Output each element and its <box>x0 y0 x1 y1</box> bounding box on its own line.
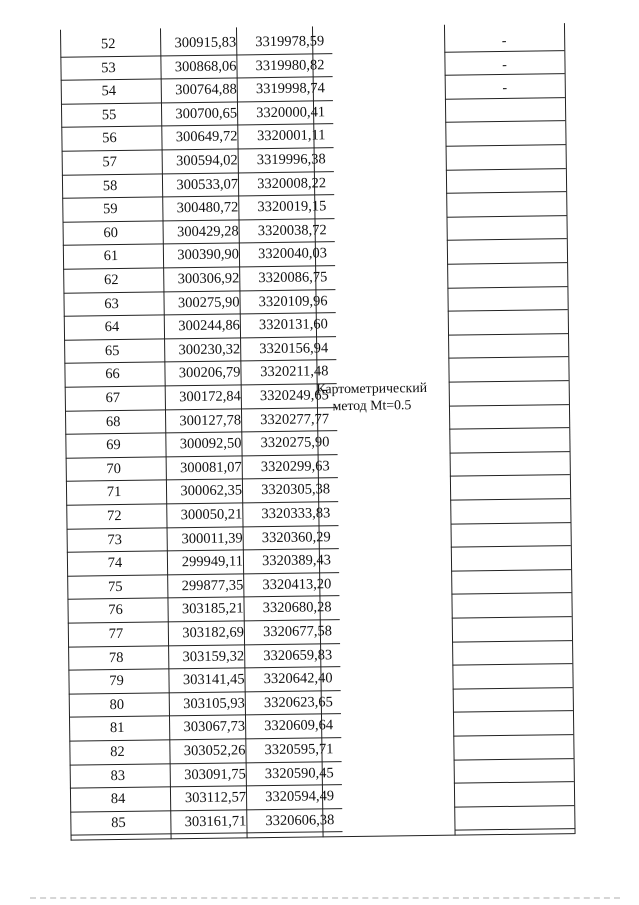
x-coordinate-cell: 300011,39 <box>181 529 243 547</box>
mark-cell <box>451 570 571 595</box>
table-row <box>62 148 334 175</box>
y-coordinate-cell: 3320590,45 <box>264 764 334 782</box>
mark-cell <box>453 711 573 736</box>
y-coordinate-cell: 3320659,83 <box>263 646 333 664</box>
table-row <box>64 337 336 364</box>
x-coordinate-cell: 300172,84 <box>179 388 241 406</box>
y-coordinate-cell: 3320595,71 <box>264 741 334 759</box>
x-coordinate-cell: 300533,07 <box>176 176 239 193</box>
mark-cell <box>444 51 564 76</box>
x-coordinate-cell: 303161,71 <box>184 813 247 830</box>
point-number-cell: 74 <box>107 555 123 572</box>
x-coordinate-cell: 300390,90 <box>177 246 240 264</box>
point-number-cell: 77 <box>108 625 124 643</box>
coordinates-table <box>40 23 551 841</box>
table-row <box>70 762 342 789</box>
mark-cell <box>446 192 566 217</box>
x-coordinate-cell: 300480,72 <box>176 199 239 217</box>
x-coordinate-cell: 303067,73 <box>183 718 246 736</box>
table-row <box>61 77 333 104</box>
point-number-cell: 68 <box>105 413 121 430</box>
y-coordinate-cell: 3320008,22 <box>257 174 327 192</box>
table-row <box>63 243 335 270</box>
y-coordinate-cell: 3320623,65 <box>263 694 333 711</box>
point-number-cell: 64 <box>104 319 120 336</box>
table-row <box>69 691 341 718</box>
y-coordinate-cell: 3320249,65 <box>259 387 329 405</box>
mark-dash: - <box>501 33 507 49</box>
y-coordinate-cell: 3320642,40 <box>263 670 333 688</box>
mark-cell <box>447 240 567 265</box>
point-number-cell: 54 <box>101 83 117 100</box>
point-number-cell: 57 <box>102 154 118 171</box>
x-coordinate-cell: 303105,93 <box>183 695 245 712</box>
y-coordinate-cell: 3320000,41 <box>256 104 326 121</box>
point-number-cell: 60 <box>103 224 119 241</box>
point-number-cell: 61 <box>103 248 119 265</box>
y-coordinate-cell: 3319996,38 <box>256 151 326 169</box>
table-row <box>65 408 337 435</box>
point-number-cell: 69 <box>106 437 121 454</box>
y-coordinate-cell: 3320275,90 <box>260 434 330 452</box>
table-row <box>62 172 334 199</box>
mark-cell <box>445 74 565 99</box>
x-coordinate-cell: 300594,02 <box>175 152 238 170</box>
x-coordinate-cell: 300649,72 <box>175 128 238 146</box>
mark-cell <box>445 122 565 147</box>
x-coordinate-cell: 300081,07 <box>180 459 242 476</box>
mark-cell <box>448 334 568 359</box>
mark-cell <box>453 735 573 760</box>
table-row <box>67 573 339 600</box>
mark-cell <box>446 216 566 241</box>
mark-cell <box>444 27 564 52</box>
table-row <box>64 313 336 340</box>
y-coordinate-cell: 3320413,20 <box>262 576 332 593</box>
table-row <box>67 597 339 624</box>
table-row <box>62 195 334 222</box>
y-coordinate-cell: 3320001,11 <box>256 127 326 145</box>
x-coordinate-cell: 300050,21 <box>180 506 243 524</box>
y-coordinate-cell: 3320086,75 <box>258 269 328 287</box>
point-number-cell: 66 <box>105 366 120 383</box>
table-row <box>68 667 340 694</box>
table-row <box>60 30 332 57</box>
x-coordinate-cell: 303182,69 <box>182 624 245 642</box>
mark-cell <box>447 263 567 288</box>
point-number-cell: 59 <box>102 201 118 218</box>
table-row <box>67 549 339 576</box>
mark-cell <box>446 145 566 170</box>
table-row <box>69 715 341 742</box>
table-row <box>61 101 333 128</box>
mark-cell <box>449 405 569 430</box>
mark-cell <box>451 593 571 618</box>
x-coordinate-cell: 299949,11 <box>181 553 244 571</box>
x-coordinate-cell: 303091,75 <box>184 765 246 783</box>
table-row <box>63 290 335 317</box>
y-coordinate-cell: 3320305,38 <box>261 481 331 499</box>
scan-artifact-line <box>30 895 620 899</box>
mark-cell <box>447 287 567 312</box>
mark-cell <box>448 358 568 383</box>
x-coordinate-cell: 300062,35 <box>180 482 243 500</box>
x-coordinate-cell: 300206,79 <box>178 364 241 382</box>
mark-cell <box>445 98 565 123</box>
table-row <box>64 361 336 388</box>
mark-cell <box>452 617 572 642</box>
y-coordinate-cell: 3320333,83 <box>261 505 331 523</box>
point-number-cell: 84 <box>110 791 126 808</box>
mark-cell <box>450 475 570 500</box>
mark-cell <box>448 310 568 335</box>
y-coordinate-cell: 3320609,64 <box>264 717 334 735</box>
table-row <box>70 785 342 812</box>
mark-cell <box>454 782 574 807</box>
point-number-cell: 67 <box>105 389 121 407</box>
x-coordinate-cell: 300700,65 <box>175 105 238 123</box>
y-coordinate-cell: 3320677,58 <box>262 623 332 641</box>
table-row <box>63 266 335 293</box>
x-coordinate-cell: 303052,26 <box>183 742 246 760</box>
x-coordinate-cell: 299877,35 <box>181 577 244 594</box>
table-row <box>69 738 341 765</box>
point-number-cell: 78 <box>108 649 124 666</box>
table-row <box>68 620 340 647</box>
x-coordinate-cell: 300092,50 <box>179 435 242 453</box>
mark-cell <box>449 381 569 406</box>
y-coordinate-cell: 3320019,15 <box>257 198 327 216</box>
y-coordinate-cell: 3320594,49 <box>265 788 335 806</box>
y-coordinate-cell: 3320038,72 <box>257 222 327 239</box>
mark-dash: - <box>502 57 507 73</box>
mark-cell <box>452 641 572 666</box>
x-coordinate-cell: 300275,90 <box>177 294 240 311</box>
point-number-cell: 75 <box>107 578 123 595</box>
point-number-cell: 79 <box>109 673 124 690</box>
table-row <box>60 54 332 81</box>
x-coordinate-cell: 300764,88 <box>175 81 237 99</box>
x-coordinate-cell: 300429,28 <box>176 223 239 241</box>
table-row <box>66 455 338 482</box>
y-coordinate-cell: 3320360,29 <box>261 528 331 546</box>
y-coordinate-cell: 3320277,77 <box>260 410 330 428</box>
mark-dash: - <box>502 81 508 97</box>
point-number-cell: 76 <box>108 602 123 619</box>
x-coordinate-cell: 300306,92 <box>177 270 240 288</box>
x-coordinate-cell: 300868,06 <box>174 58 237 75</box>
point-number-cell: 70 <box>106 460 122 477</box>
point-number-cell: 62 <box>103 271 119 289</box>
mark-cell <box>454 759 574 784</box>
table-row <box>61 125 333 152</box>
point-number-cell: 65 <box>104 342 120 359</box>
point-number-cell: 63 <box>104 295 119 312</box>
y-coordinate-cell: 3320211,48 <box>260 363 329 381</box>
mark-cell <box>446 169 566 194</box>
point-number-cell: 73 <box>107 531 123 548</box>
y-coordinate-cell: 3319978,59 <box>255 33 325 51</box>
point-number-cell: 81 <box>109 720 125 737</box>
y-coordinate-cell: 3320606,38 <box>265 812 335 829</box>
point-number-cell: 80 <box>109 696 125 713</box>
point-number-cell: 71 <box>106 484 122 501</box>
x-coordinate-cell: 303185,21 <box>181 600 244 618</box>
x-coordinate-cell: 303159,32 <box>182 647 245 665</box>
point-number-cell: 85 <box>111 814 126 831</box>
y-coordinate-cell: 3320299,63 <box>260 458 330 475</box>
y-coordinate-cell: 3320109,96 <box>258 292 328 310</box>
y-coordinate-cell: 3319998,74 <box>255 80 325 98</box>
y-coordinate-cell: 3320389,43 <box>261 552 332 570</box>
table-row <box>68 644 340 671</box>
method-cell-text: Картометрический метод Mt=0.5 <box>316 379 428 414</box>
x-coordinate-cell: 300127,78 <box>179 411 242 429</box>
point-number-cell: 55 <box>101 106 117 123</box>
y-coordinate-cell: 3320131,60 <box>258 316 328 334</box>
mark-cell <box>449 428 569 453</box>
table-row <box>65 384 337 411</box>
point-number-cell: 53 <box>101 59 116 76</box>
table-row <box>65 431 337 458</box>
x-coordinate-cell: 300230,32 <box>178 341 241 359</box>
x-coordinate-cell: 303141,45 <box>182 671 245 689</box>
x-coordinate-cell: 303112,57 <box>184 789 247 807</box>
point-number-cell: 56 <box>102 130 117 147</box>
point-number-cell: 72 <box>107 507 122 525</box>
table-row <box>70 809 342 836</box>
mark-cell <box>454 806 574 831</box>
y-coordinate-cell: 3320680,28 <box>262 599 332 617</box>
y-coordinate-cell: 3319980,82 <box>255 56 325 74</box>
point-number-cell: 83 <box>110 767 126 784</box>
table-row <box>66 502 338 529</box>
mark-cell <box>451 546 571 571</box>
point-number-cell: 52 <box>100 36 116 53</box>
mark-cell <box>450 499 570 524</box>
mark-cell <box>451 523 571 548</box>
table-row <box>63 219 335 246</box>
mark-cell <box>452 664 572 689</box>
x-coordinate-cell: 300244,86 <box>178 317 240 335</box>
table-row <box>66 479 338 506</box>
mark-cell <box>450 452 570 477</box>
table-row <box>67 526 339 553</box>
y-coordinate-cell: 3320040,03 <box>257 245 328 263</box>
mark-cell <box>453 688 573 713</box>
x-coordinate-cell: 300915,83 <box>174 34 237 52</box>
point-number-cell: 58 <box>102 177 118 194</box>
point-number-cell: 82 <box>110 743 125 761</box>
y-coordinate-cell: 3320156,94 <box>259 340 329 357</box>
